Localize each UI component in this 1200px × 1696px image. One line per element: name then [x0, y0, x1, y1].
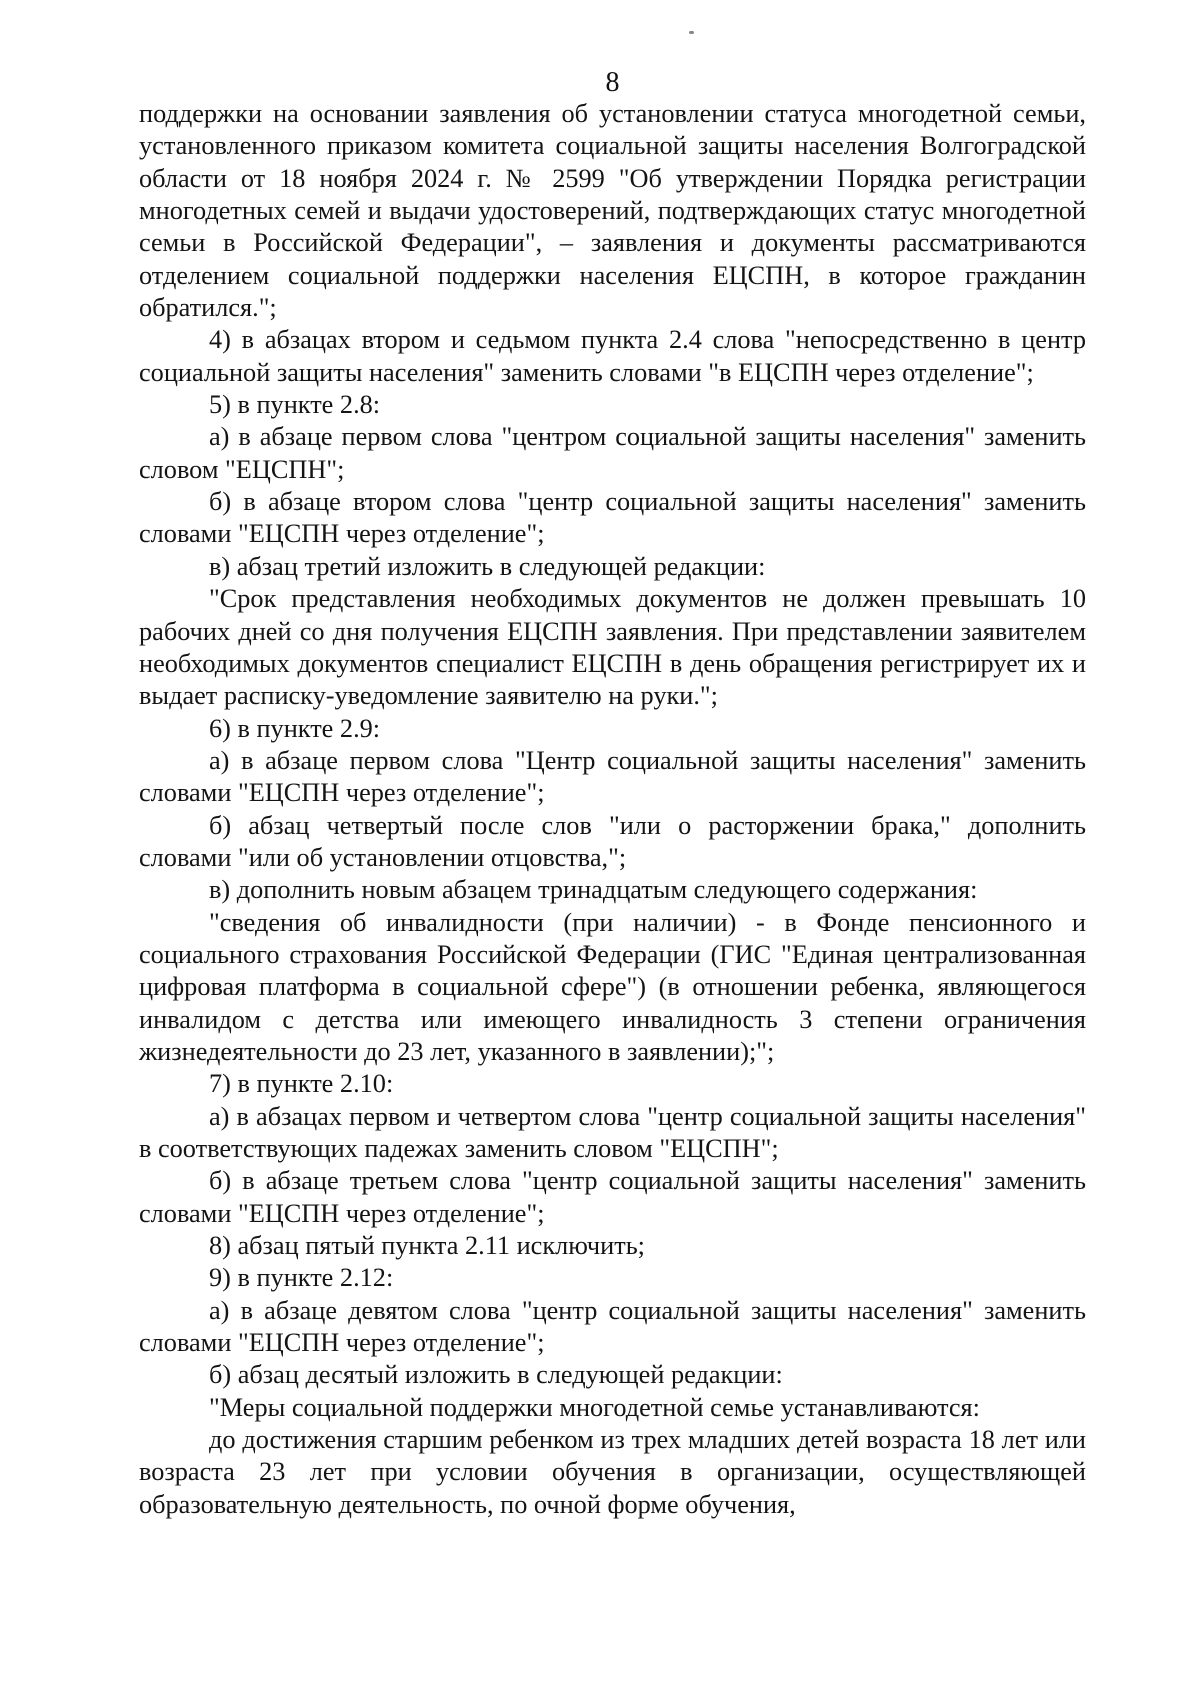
paragraph-item-7a: а) в абзацах первом и четвертом слова "центр социальной защиты населения" в соответствующих падежах заменить словом "ЕЦСПН"; — [139, 1101, 1086, 1163]
paragraph-item-6b: б) абзац четвертый после слов "или о расторжении брака," дополнить словами "или об установлении отцовства,"; — [139, 810, 1086, 872]
paragraph-item-7b: б) в абзаце третьем слова "центр социальной защиты населения" заменить словами "ЕЦСПН через отделение"; — [139, 1166, 1086, 1228]
paragraph-item-9: 9) в пункте 2.12: — [209, 1263, 394, 1293]
paragraph-quote-measures: "Меры социальной поддержки многодетной семье устанавливаются: — [209, 1392, 980, 1422]
paragraph-item-6v: в) дополнить новым абзацем тринадцатым следующего содержания: — [209, 875, 978, 905]
paragraph-item-5: 5) в пункте 2.8: — [209, 390, 381, 420]
paragraph-quote-deadline: "Срок представления необходимых документов не должен превышать 10 рабочих дней со дня получения ЕЦСПН заявления. При представлении заявителем необходимых документов специалист ЕЦСПН в день обращения регистрирует их и выдает расписку-уведомление заявителю на руки."; — [139, 584, 1086, 711]
paragraph-item-9a: а) в абзаце девятом слова "центр социальной защиты населения" заменить словами "ЕЦСПН через отделение"; — [139, 1295, 1086, 1358]
document-body — [139, 98, 1086, 1521]
page-number: 8 — [605, 67, 620, 98]
paragraph-item-5b: б) в абзаце втором слова "центр социальной защиты населения" заменить словами "ЕЦСПН через отделение"; — [139, 487, 1086, 549]
paragraph-item-8: 8) абзац пятый пункта 2.11 исключить; — [209, 1231, 645, 1261]
paragraph-quote-disability: "сведения об инвалидности (при наличии) - в Фонде пенсионного и социального страхования Российской Федерации (ГИС "Единая централизованная цифровая платформа в социальной сфере") (в отношении ребенка, являющегося инвалидом с детства или имеющего инвалидность 3 степени ограничения жизнедеятельности до 23 лет, указанного в заявлении);"; — [139, 907, 1086, 1066]
paragraph-item-4: 4) в абзацах втором и седьмом пункта 2.4 слова "непосредственно в центр социальной защиты населения" заменить словами "в ЕЦСПН через отделение"; — [139, 325, 1086, 387]
paragraph-item-5v: в) абзац третий изложить в следующей редакции: — [209, 551, 766, 581]
paragraph-item-7: 7) в пункте 2.10: — [209, 1069, 394, 1099]
paragraph-item-9b: б) абзац десятый изложить в следующей редакции: — [209, 1360, 783, 1390]
scan-artifact — [689, 31, 694, 34]
paragraph-item-6: 6) в пункте 2.9: — [209, 713, 381, 743]
paragraph-age-condition: до достижения старшим ребенком из трех младших детей возраста 18 лет или возраста 23 лет при условии обучения в организации, осуществляющей образовательную деятельность, по очной форме обучения, — [139, 1425, 1086, 1519]
paragraph-item-6a: а) в абзаце первом слова "Центр социальной защиты населения" заменить словами "ЕЦСПН через отделение"; — [139, 745, 1086, 808]
paragraph-item-5a: а) в абзаце первом слова "центром социальной защиты населения" заменить словом "ЕЦСПН"; — [139, 422, 1086, 484]
paragraph-continuation: поддержки на основании заявления об установлении статуса многодетной семьи, установленного приказом комитета социальной защиты населения Волгоградской области от 18 ноября 2024 г. № 2599 "Об утверждении Порядка регистрации многодетных семей и выдачи удостоверений, подтверждающих статус многодетной семьи в Российской Федерации", – заявления и документы рассматриваются отделением социальной поддержки населения ЕЦСПН, в которое гражданин обратился."; — [139, 99, 1086, 323]
